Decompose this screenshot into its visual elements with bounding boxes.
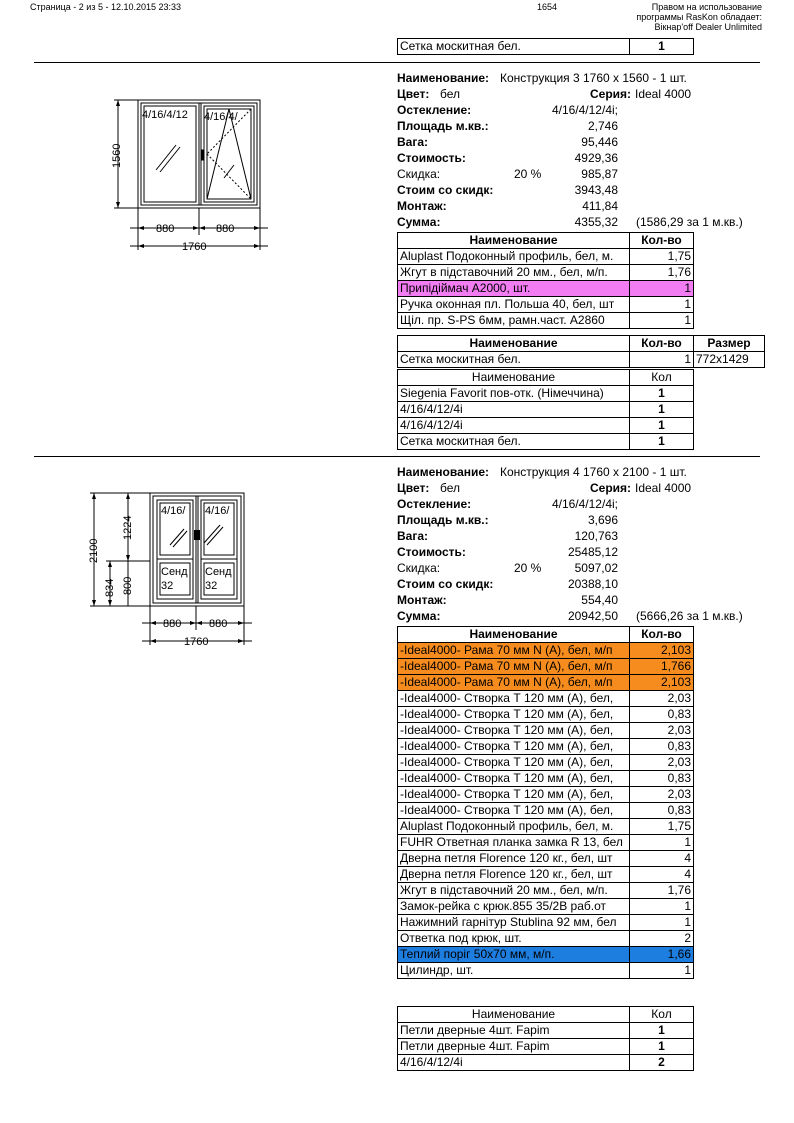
item-qty: 1 (630, 386, 694, 402)
table-row-highlight (398, 675, 694, 691)
item-name: Сетка москитная бел. (398, 434, 630, 450)
item-name: Жгут в підставочний 20 мм., бел, м/п. (398, 883, 630, 899)
mount-value: 554,40 (581, 593, 618, 607)
table-row (398, 1055, 694, 1071)
item-qty: 1 (630, 281, 694, 297)
table-row (398, 723, 694, 739)
item-name: Дверна петля Florence 120 кг., бел, шт (398, 851, 630, 867)
table-row (398, 803, 694, 819)
item-qty: 4 (630, 867, 694, 883)
table-row (398, 418, 694, 434)
color-value: бел (440, 87, 461, 101)
label-cost-disc: Стоим со скидк: (397, 577, 494, 591)
item-name: Цилиндр, шт. (398, 963, 630, 979)
divider (34, 456, 760, 457)
table-row (398, 297, 694, 313)
label-cost: Стоимость: (397, 151, 466, 165)
label-discount: Скидка: (397, 167, 441, 181)
dim-height-top: 1224 (122, 515, 134, 540)
weight-value: 95,446 (581, 135, 618, 149)
item-qty: 4 (630, 851, 694, 867)
construction-4-extras-table (397, 1006, 694, 1071)
label-name: Наименование: (397, 71, 490, 85)
cost-disc-value: 3943,48 (574, 183, 618, 197)
item-name: -Ideal4000- Рама 70 мм N (А), бел, м/п (398, 643, 630, 659)
construction-3-extras-table (397, 369, 694, 450)
table-row (398, 835, 694, 851)
divider (34, 62, 760, 63)
construction-4-drawing (80, 485, 280, 655)
cost-value: 4929,36 (574, 151, 618, 165)
item-name: -Ideal4000- Створка Т 120 мм (А), бел, (398, 803, 630, 819)
item-qty: 0,83 (630, 707, 694, 723)
table-row (398, 819, 694, 835)
table-row (398, 707, 694, 723)
col-header-name: Наименование (398, 370, 630, 386)
item-qty: 2,103 (630, 643, 694, 659)
doc-number: 1654 (537, 2, 558, 12)
mount-value: 411,84 (582, 199, 618, 213)
per-m2-value: (1586,29 за 1 м.кв.) (636, 215, 743, 229)
label-weight: Вага: (397, 529, 429, 543)
col-header-qty: Кол (630, 1007, 694, 1023)
table-row (398, 899, 694, 915)
item-qty: 2,103 (630, 675, 694, 691)
item-qty: 1,66 (630, 947, 694, 963)
table-row (398, 265, 694, 281)
item-qty: 2,03 (630, 787, 694, 803)
panel-thickness-left: 32 (161, 580, 174, 592)
label-mount: Монтаж: (397, 593, 447, 607)
item-name: Жгут в підставочний 20 мм., бел, м/п. (398, 265, 630, 281)
weight-value: 120,763 (574, 529, 618, 543)
page-info: Страница - 2 из 5 - 12.10.2015 23:33 (30, 2, 182, 12)
construction-3-drawing (100, 90, 280, 260)
label-mount: Монтаж: (397, 199, 447, 213)
table-row-highlight (398, 659, 694, 675)
item-name: Замок-рейка с крюк.855 35/2В раб.от (398, 899, 630, 915)
item-qty: 1 (630, 352, 694, 368)
table-row (398, 771, 694, 787)
glass-label-left: 4/16/4/12 (142, 109, 188, 121)
item-qty: 0,83 (630, 803, 694, 819)
top-carryover-table (397, 38, 694, 55)
dim-width-left: 880 (156, 223, 175, 235)
label-glazing: Остекление: (397, 103, 472, 117)
item-name: Петли дверные 4шт. Fapim (398, 1039, 630, 1055)
table-row (398, 787, 694, 803)
item-name: Siegenia Favorit пов-отк. (Німеччина) (398, 386, 630, 402)
series-value: Ideal 4000 (635, 481, 692, 495)
sum-value: 4355,32 (574, 215, 618, 229)
item-qty: 1 (630, 835, 694, 851)
item-qty: 1 (630, 297, 694, 313)
label-series: Серия: (590, 481, 632, 495)
table-row (398, 313, 694, 329)
item-qty: 1 (630, 418, 694, 434)
item-name: Сетка москитная бел. (398, 39, 630, 55)
item-qty: 2 (630, 1055, 694, 1071)
construction-title: Конструкция 3 1760 x 1560 - 1 шт. (500, 71, 687, 85)
item-qty: 1,76 (630, 265, 694, 281)
item-name: Щіл. пр. S-PS 6мм, рамн.част. А2860 (398, 313, 630, 329)
item-size: 772x1429 (694, 352, 765, 368)
glazing-value: 4/16/4/12/4i; (551, 497, 618, 511)
item-qty: 1,766 (630, 659, 694, 675)
glass-label-top-left: 4/16/ (161, 505, 186, 517)
series-value: Ideal 4000 (635, 87, 692, 101)
item-qty: 0,83 (630, 771, 694, 787)
item-name: Aluplast Подоконный профиль, бел, м. (398, 819, 630, 835)
item-name: Припідіймач А2000, шт. (398, 281, 630, 297)
dim-height: 2100 (88, 538, 100, 563)
table-row-highlight (398, 281, 694, 297)
dim-height-bottom: 800 (122, 576, 134, 595)
col-header-name: Наименование (398, 233, 630, 249)
item-name: -Ideal4000- Створка Т 120 мм (А), бел, (398, 691, 630, 707)
discount-pct: 20 % (514, 561, 542, 575)
item-qty: 1 (630, 899, 694, 915)
item-qty: 1,75 (630, 249, 694, 265)
col-header-name: Наименование (398, 627, 630, 643)
item-name: -Ideal4000- Створка Т 120 мм (А), бел, (398, 739, 630, 755)
label-sum: Сумма: (397, 609, 441, 623)
area-value: 2,746 (587, 119, 618, 133)
label-area: Площадь м.кв.: (397, 119, 489, 133)
panel-label-bottom-right: Сенд (205, 566, 232, 578)
table-row (398, 434, 694, 450)
construction-4-items-table (397, 626, 694, 979)
dim-width-right: 880 (216, 223, 235, 235)
dim-width-right: 880 (209, 618, 228, 630)
item-qty: 2,03 (630, 755, 694, 771)
item-qty: 1 (630, 1023, 694, 1039)
table-row (398, 1023, 694, 1039)
table-row (398, 963, 694, 979)
item-name: Сетка москитная бел. (398, 352, 630, 368)
table-row-highlight (398, 643, 694, 659)
item-qty: 2,03 (630, 691, 694, 707)
label-glazing: Остекление: (397, 497, 472, 511)
label-cost: Стоимость: (397, 545, 466, 559)
item-qty: 1,75 (630, 819, 694, 835)
discount-value: 985,87 (581, 167, 618, 181)
label-series: Серия: (590, 87, 632, 101)
item-name: Теплий поріг 50х70 мм, м/п. (398, 947, 630, 963)
table-row (398, 691, 694, 707)
table-row (398, 1039, 694, 1055)
table-row (398, 739, 694, 755)
license-block (636, 2, 762, 32)
construction-3-size-table (397, 335, 765, 368)
item-name: Aluplast Подоконный профиль, бел, м. (398, 249, 630, 265)
col-header-qty: Кол-во (630, 627, 694, 643)
col-header-qty: Кол-во (630, 336, 694, 352)
glazing-value: 4/16/4/12/4i; (551, 103, 618, 117)
item-qty: 1 (630, 963, 694, 979)
label-discount: Скидка: (397, 561, 441, 575)
per-m2-value: (5666,26 за 1 м.кв.) (636, 609, 743, 623)
area-value: 3,696 (587, 513, 618, 527)
license-line-1: Правом на использование (651, 2, 762, 12)
label-cost-disc: Стоим со скидк: (397, 183, 494, 197)
label-name: Наименование: (397, 465, 490, 479)
table-row-highlight (398, 947, 694, 963)
table-row (398, 39, 694, 55)
item-name: Петли дверные 4шт. Fapim (398, 1023, 630, 1039)
item-name: 4/16/4/12/4i (398, 418, 630, 434)
col-header-name: Наименование (398, 1007, 630, 1023)
label-color: Цвет: (397, 481, 430, 495)
license-line-3: Вікнар'off Dealer Unlimited (654, 22, 762, 32)
cost-disc-value: 20388,10 (567, 577, 618, 591)
item-qty: 2 (630, 931, 694, 947)
item-name: -Ideal4000- Рама 70 мм N (А), бел, м/п (398, 659, 630, 675)
item-name: 4/16/4/12/4i (398, 1055, 630, 1071)
dim-width-left: 880 (163, 618, 182, 630)
panel-label-bottom-left: Сенд (161, 566, 188, 578)
item-name: Нажимний гарнітур Stublina 92 мм, бел (398, 915, 630, 931)
label-area: Площадь м.кв.: (397, 513, 489, 527)
table-row (398, 851, 694, 867)
discount-pct: 20 % (514, 167, 542, 181)
dim-height-mid: 834 (104, 578, 116, 597)
dim-height: 1560 (111, 143, 123, 168)
item-qty: 1 (630, 915, 694, 931)
item-qty: 1 (630, 434, 694, 450)
table-row (398, 867, 694, 883)
col-header-qty: Кол (630, 370, 694, 386)
table-row (398, 931, 694, 947)
dim-width-total: 1760 (182, 241, 207, 253)
item-name: -Ideal4000- Створка Т 120 мм (А), бел, (398, 755, 630, 771)
license-line-2: программы RasKon обладает: (636, 12, 762, 22)
item-qty: 1,76 (630, 883, 694, 899)
table-row (398, 755, 694, 771)
item-name: -Ideal4000- Створка Т 120 мм (А), бел, (398, 707, 630, 723)
discount-value: 5097,02 (574, 561, 618, 575)
table-row (398, 249, 694, 265)
item-name: -Ideal4000- Створка Т 120 мм (А), бел, (398, 771, 630, 787)
table-row (398, 883, 694, 899)
item-name: 4/16/4/12/4i (398, 402, 630, 418)
table-row (398, 352, 765, 368)
table-row (398, 402, 694, 418)
table-row (398, 386, 694, 402)
color-value: бел (440, 481, 461, 495)
item-name: Дверна петля Florence 120 кг., бел, шт (398, 867, 630, 883)
dim-width-total: 1760 (184, 636, 209, 648)
item-qty: 1 (630, 402, 694, 418)
sum-value: 20942,50 (567, 609, 618, 623)
item-name: Ручка оконная пл. Польша 40, бел, шт (398, 297, 630, 313)
item-qty: 1 (630, 1039, 694, 1055)
construction-title: Конструкция 4 1760 x 2100 - 1 шт. (500, 465, 687, 479)
construction-3-items-table (397, 232, 694, 329)
item-name: FUHR Ответная планка замка R 13, бел (398, 835, 630, 851)
glass-label-right: 4/16/4/ (204, 111, 238, 123)
item-qty: 1 (630, 313, 694, 329)
col-header-size: Размер (694, 336, 765, 352)
table-row (398, 915, 694, 931)
item-name: -Ideal4000- Створка Т 120 мм (А), бел, (398, 787, 630, 803)
cost-value: 25485,12 (567, 545, 618, 559)
item-qty: 0,83 (630, 739, 694, 755)
item-qty: 1 (630, 39, 694, 55)
panel-thickness-right: 32 (205, 580, 218, 592)
glass-label-top-right: 4/16/ (205, 505, 230, 517)
item-name: Ответка под крюк, шт. (398, 931, 630, 947)
label-sum: Сумма: (397, 215, 441, 229)
col-header-name: Наименование (398, 336, 630, 352)
col-header-qty: Кол-во (630, 233, 694, 249)
label-weight: Вага: (397, 135, 429, 149)
label-color: Цвет: (397, 87, 430, 101)
item-qty: 2,03 (630, 723, 694, 739)
item-name: -Ideal4000- Створка Т 120 мм (А), бел, (398, 723, 630, 739)
item-name: -Ideal4000- Рама 70 мм N (А), бел, м/п (398, 675, 630, 691)
